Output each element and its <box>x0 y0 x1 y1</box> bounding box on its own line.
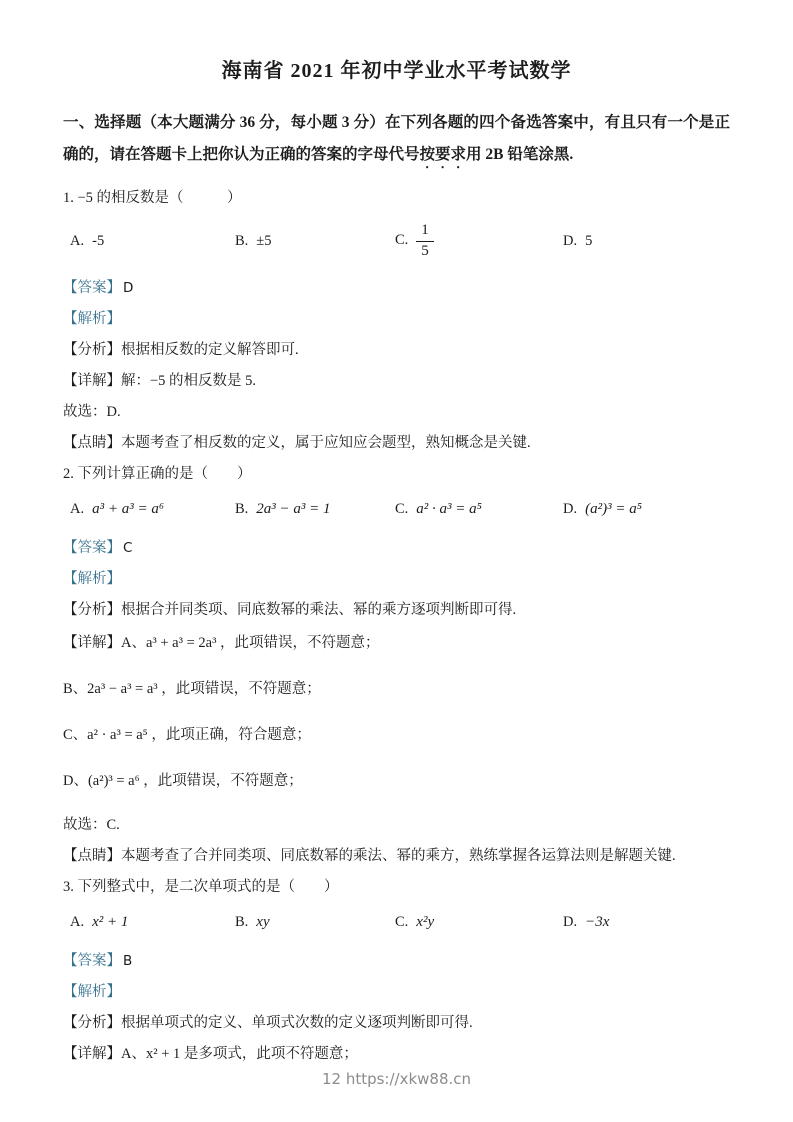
q1-note-text: 本题考查了相反数的定义，属于应知应会题型，熟知概念是关键. <box>121 435 531 451</box>
q2-answer-line <box>63 538 730 558</box>
q3-answer-line <box>63 951 730 971</box>
section-heading-emphasized: 按要求 <box>419 146 467 163</box>
option-formula: x² + 1 <box>92 913 129 930</box>
option-letter: A. <box>70 500 85 517</box>
q2-analysis-text: 根据合并同类项、同底数幂的乘法、幂的乘方逐项判断即可得. <box>121 602 517 618</box>
q2-option-c <box>395 501 563 518</box>
option-letter: C. <box>395 500 409 517</box>
question-3 <box>63 877 730 1064</box>
option-letter: D. <box>563 500 578 517</box>
q3-options-row <box>63 907 730 937</box>
q3-option-c <box>395 914 563 931</box>
detail-label: 【详解】 <box>63 635 121 651</box>
analysis-label: 【分析】 <box>63 1015 121 1031</box>
option-letter: D. <box>563 913 578 930</box>
option-letter: C. <box>395 232 409 249</box>
option-formula: xy <box>256 913 270 930</box>
q3-stem: 3. 下列整式中，是二次单项式的是（ ） <box>63 879 339 895</box>
section-heading <box>63 107 730 172</box>
option-formula: (a²)³ = a⁵ <box>585 500 642 517</box>
analysis-label: 【分析】 <box>63 342 121 358</box>
q1-answer-line <box>63 278 730 298</box>
q2-option-d <box>563 501 730 518</box>
q2-analysis-line <box>63 600 730 620</box>
question-2 <box>63 464 730 866</box>
detail-label: 【详解】 <box>63 1046 121 1062</box>
q2-analysis-section-line <box>63 569 730 589</box>
fraction-denominator: 5 <box>421 242 429 259</box>
option-letter: A. <box>70 913 85 930</box>
note-label: 【点睛】 <box>63 435 121 451</box>
answer-label: 【答案】 <box>63 953 121 969</box>
q1-conclusion: 故选：D. <box>63 404 121 420</box>
q2-detail-line-d: D、(a²)³ = a⁶ ，此项错误，不符题意； <box>63 773 303 789</box>
option-letter: A. <box>70 232 85 249</box>
analysis-label: 【分析】 <box>63 602 121 618</box>
footer-page-number-and-url[interactable]: 12 https://xkw88.cn <box>321 1070 472 1088</box>
q3-analysis-section-line <box>63 982 730 1002</box>
option-value: 5 <box>585 232 593 249</box>
q1-options-row <box>63 218 730 264</box>
fraction <box>416 222 434 260</box>
q2-note-text: 本题考查了合并同类项、同底数幂的乘法、幂的乘方，熟练掌握各运算法则是解题关键. <box>121 848 676 864</box>
q2-option-b <box>235 501 395 518</box>
q2-stem: 2. 下列计算正确的是（ ） <box>63 466 252 482</box>
q3-option-a <box>70 914 235 931</box>
option-formula: x²y <box>416 913 435 930</box>
option-letter: D. <box>563 232 578 249</box>
q3-answer-value: B <box>123 953 133 969</box>
q3-detail-a-text: A、x² + 1 是多项式，此项不符题意； <box>121 1046 358 1062</box>
q3-analysis-text: 根据单项式的定义、单项式次数的定义逐项判断即可得. <box>121 1015 473 1031</box>
q2-detail-line-a <box>63 631 730 655</box>
option-formula: a² · a³ = a⁵ <box>416 500 482 517</box>
q2-conclusion: 故选：C. <box>63 817 120 833</box>
option-letter: B. <box>235 913 249 930</box>
option-letter: B. <box>235 500 249 517</box>
q1-analysis-text: 根据相反数的定义解答即可. <box>121 342 299 358</box>
analysis-section-label: 【解析】 <box>63 571 121 587</box>
q1-detail-text: 解：−5 的相反数是 5. <box>121 373 257 389</box>
q3-option-d <box>563 914 730 931</box>
q1-analysis-line <box>63 340 730 360</box>
q1-detail-line <box>63 371 730 391</box>
note-label: 【点睛】 <box>63 848 121 864</box>
q1-option-d <box>563 233 730 250</box>
q1-stem: 1. −5 的相反数是（ ） <box>63 190 242 206</box>
page-title: 海南省 2021 年初中学业水平考试数学 <box>221 60 572 82</box>
option-value: ±5 <box>256 232 272 249</box>
option-formula: 2a³ − a³ = 1 <box>256 500 331 517</box>
q3-analysis-line <box>63 1013 730 1033</box>
option-value: -5 <box>92 232 105 249</box>
answer-label: 【答案】 <box>63 280 121 296</box>
q2-option-a <box>70 501 235 518</box>
q1-option-b <box>235 233 395 250</box>
q1-option-c <box>395 222 563 260</box>
option-formula: a³ + a³ = a⁶ <box>92 500 165 517</box>
analysis-section-label: 【解析】 <box>63 984 121 1000</box>
q3-detail-line-a <box>63 1044 730 1064</box>
section-heading-text: 一、选择题（本大题满分 36 分，每小题 3 分）在下列各题的四个备选答案中，有且只有一个是正确的，请在答题卡上把你认为正确的答案的字母代号 <box>63 114 730 163</box>
q2-detail-line-b: B、2a³ − a³ = a³ ，此项错误，不符题意； <box>63 681 321 697</box>
question-1 <box>63 188 730 453</box>
detail-label: 【详解】 <box>63 373 121 389</box>
q2-options-row <box>63 494 730 524</box>
page-footer <box>0 1070 793 1088</box>
option-letter: C. <box>395 913 409 930</box>
q2-detail-line-c: C、a² · a³ = a⁵ ，此项正确，符合题意； <box>63 727 311 743</box>
q1-analysis-section-line <box>63 309 730 329</box>
q2-answer-value: C <box>123 540 133 556</box>
q2-note-line <box>63 846 730 866</box>
q1-answer-value: D <box>123 280 134 296</box>
option-formula: −3x <box>585 913 610 930</box>
analysis-section-label: 【解析】 <box>63 311 121 327</box>
section-heading-tail: 用 2B 铅笔涂黑. <box>466 146 574 163</box>
q3-option-b <box>235 914 395 931</box>
answer-label: 【答案】 <box>63 540 121 556</box>
q2-detail-a-text: A、a³ + a³ = 2a³ ，此项错误，不符题意； <box>121 635 380 651</box>
option-letter: B. <box>235 232 249 249</box>
q1-option-a <box>70 233 235 250</box>
fraction-numerator: 1 <box>416 222 434 241</box>
q1-note-line <box>63 433 730 453</box>
